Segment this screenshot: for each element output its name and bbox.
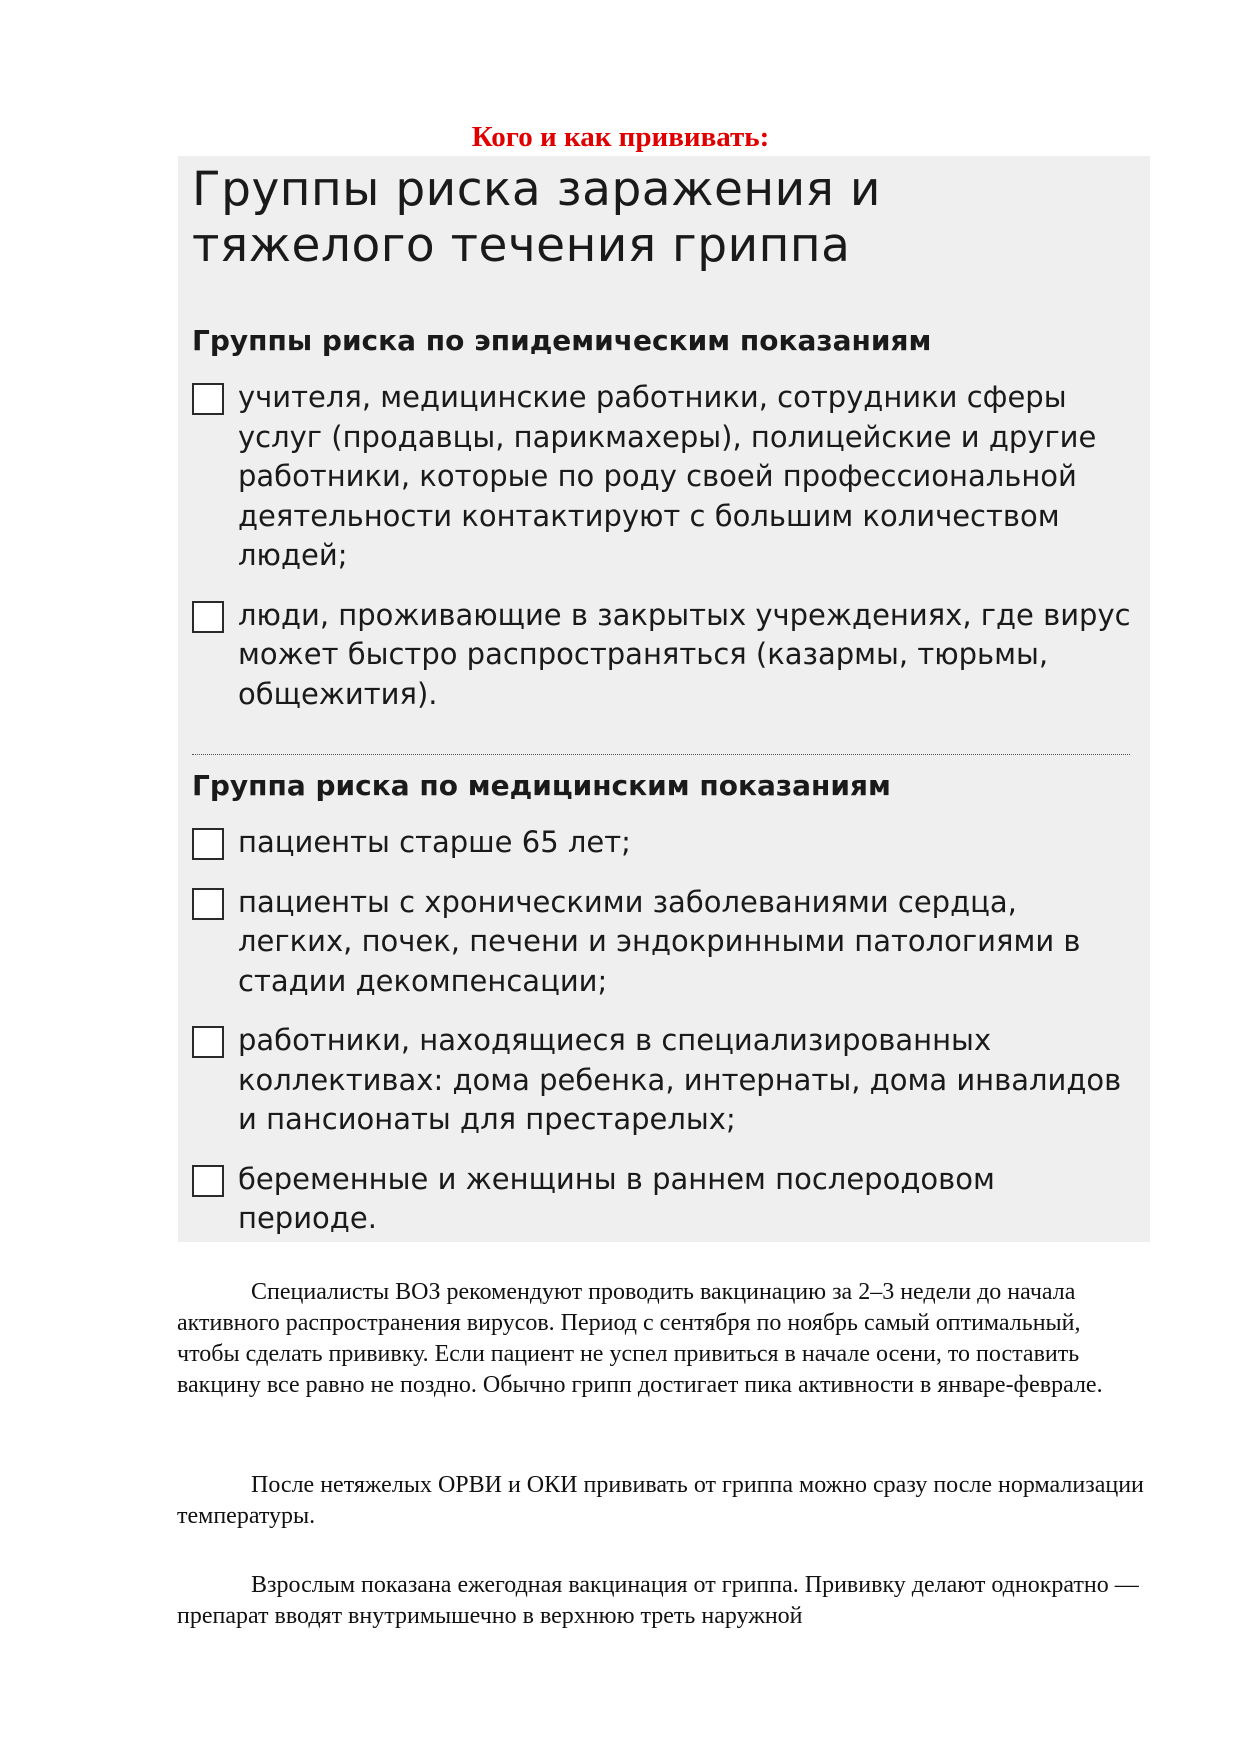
list-item <box>192 378 1138 576</box>
list-item <box>192 823 1138 863</box>
paragraph-text: Взрослым показана ежегодная вакцинация от гриппа. Прививку делают однократно — препарат вводят внутримышечно в верхнюю треть наружной <box>177 1572 1139 1629</box>
epidemic-risk-list <box>192 378 1138 714</box>
section-title-medical: Группа риска по медицинским показаниям <box>192 769 891 802</box>
list-item-text: пациенты старше 65 лет; <box>238 825 631 859</box>
list-item <box>192 1160 1138 1239</box>
dotted-divider <box>192 754 1130 755</box>
section-title-epidemic: Группы риска по эпидемическим показаниям <box>192 324 932 357</box>
list-item <box>192 1021 1138 1140</box>
checkbox-icon[interactable] <box>192 1026 224 1058</box>
page-heading: Кого и как прививать: <box>471 121 770 153</box>
paragraph-text: Специалисты ВОЗ рекомендуют проводить вакцинацию за 2–3 недели до начала активного распространения вирусов. Период с сентября по ноябрь самый оптимальный, чтобы сделать прививку. Если пациент не успел привиться в начале осени, то поставить вакцину все равно не поздно. Обычно грипп достигает пика активности в январе-феврале. <box>177 1279 1103 1398</box>
risk-groups-infobox <box>178 156 1150 1242</box>
list-item-text: беременные и женщины в раннем послеродовом периоде. <box>238 1161 995 1235</box>
list-item-text: люди, проживающие в закрытых учреждениях, где вирус может быстро распространяться (казармы, тюрьмы, общежития). <box>238 597 1131 711</box>
list-item <box>192 596 1138 715</box>
body-paragraph <box>177 1470 1145 1532</box>
checkbox-icon[interactable] <box>192 828 224 860</box>
paragraph-text: После нетяжелых ОРВИ и ОКИ прививать от гриппа можно сразу после нормализации температуры. <box>177 1472 1144 1529</box>
checkbox-icon[interactable] <box>192 1165 224 1197</box>
list-item-text: работники, находящиеся в специализированных коллективах: дома ребенка, интернаты, дома инвалидов и пансионаты для престарелых; <box>238 1023 1122 1136</box>
checkbox-icon[interactable] <box>192 888 224 920</box>
body-paragraph <box>177 1570 1145 1632</box>
body-paragraph <box>177 1277 1145 1401</box>
list-item <box>192 883 1138 1002</box>
checkbox-icon[interactable] <box>192 601 224 633</box>
checkbox-icon[interactable] <box>192 383 224 415</box>
infobox-title: Группы риска заражения и тяжелого течения гриппа <box>192 162 881 273</box>
list-item-text: учителя, медицинские работники, сотрудники сферы услуг (продавцы, парикмахеры), полицейские и другие работники, которые по роду своей профессиональной деятельности контактируют с большим количеством людей; <box>238 380 1097 572</box>
list-item-text: пациенты с хроническими заболеваниями сердца, легких, почек, печени и эндокринными патологиями в стадии декомпенсации; <box>238 884 1081 998</box>
medical-risk-list <box>192 823 1138 1239</box>
